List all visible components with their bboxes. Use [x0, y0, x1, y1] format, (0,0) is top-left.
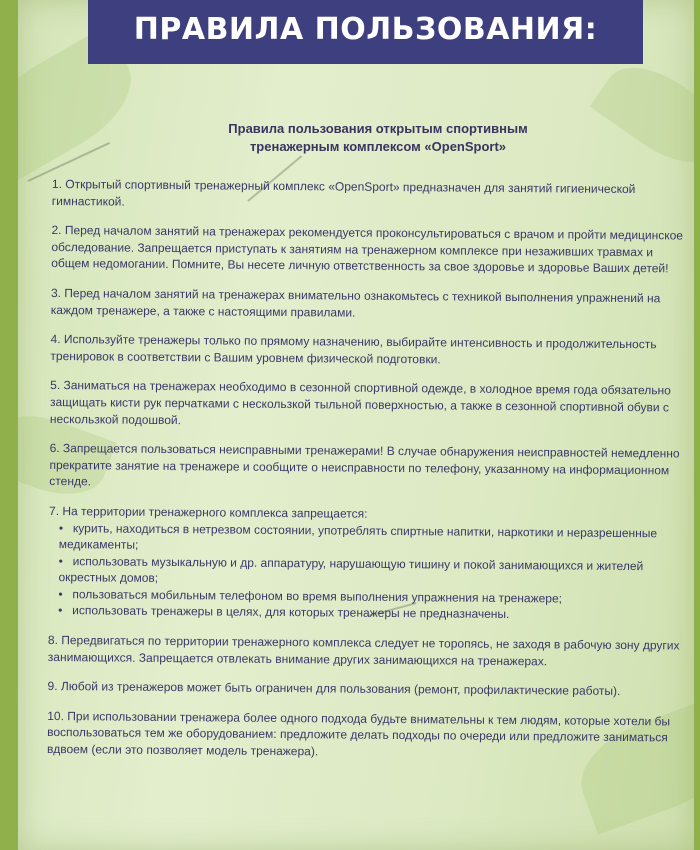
poster-subtitle — [168, 120, 588, 156]
rule-7-bullet: • использовать тренажеры в целях, для которых тренажеры не предназначены. — [58, 603, 510, 622]
rules-poster — [18, 0, 694, 850]
subtitle-line-2: тренажерным комплексом «OpenSport» — [249, 139, 507, 154]
poster-title: ПРАВИЛА ПОЛЬЗОВАНИЯ: — [88, 0, 643, 64]
rule-7-bullet: • пользоваться мобильным телефоном во время выполнения упражнения на тренажере; — [58, 586, 563, 606]
subtitle-line-1: Правила пользования открытым спортивным — [228, 121, 528, 136]
rule-item-7 — [48, 503, 689, 625]
rule-item-6: 6. Запрещается пользоваться неисправными тренажерами! В случае обнаружения неисправностей немедленно прекратите занятие на тренажере и сообщите о неисправности по телефону, указанному на информационном стенде. — [49, 441, 680, 489]
rule-item-10: 10. При использовании тренажера более одного подхода будьте внимательны к тем людям, которые хотели бы воспользоваться тем же оборудованием: предложите делать подходы по очереди или предложите заниматься вдвоем (если это позволяет модель тренажера). — [46, 708, 671, 759]
rule-7-intro: 7. На территории тренажерного комплекса запрещается: — [49, 503, 368, 521]
rule-item-8: 8. Передвигаться по территории тренажерного комплекса следует не торопясь, не заходя в рабочую зону других занимающихся. Запрещается отвлекать внимание других занимающихся на тренажерах. — [47, 633, 680, 668]
rule-7-bullet: • использовать музыкальную и др. аппаратуру, нарушающую тишину и покой занимающихся и жителей окрестных домов; — [58, 553, 644, 586]
rule-item-5: 5. Заниматься на тренажерах необходимо в сезонной спортивной одежде, в холодное время года обязательно защищать кисти рук перчатками с нескользкой тыльной поверхностью, а также в сезонной спортивной обуви с нескользкой подошвой. — [49, 378, 671, 427]
rule-item-4: 4. Используйте тренажеры только по прямому назначению, выбирайте интенсивность и продолжительность тренировок в соответствии с Вашим уровнем физической подготовки. — [50, 332, 657, 367]
rule-item-9: 9. Любой из тренажеров может быть ограничен для пользования (ремонт, профилактические работы). — [47, 679, 621, 699]
rule-item-3: 3. Перед началом занятий на тренажерах внимательно ознакомьтесь с техникой выполнения упражнений на каждом тренажере, а также с настоящими правилами. — [50, 285, 661, 320]
rule-item-1: 1. Открытый спортивный тренажерный комплекс «OpenSport» предназначен для занятий гигиенической гимнастикой. — [51, 176, 636, 209]
rule-item-2: 2. Перед началом занятий на тренажерах рекомендуется проконсультироваться с врачом и пройти медицинское обследование. Запрещается приступать к занятиям на тренажерном комплексе при незаживших травмах и общем недомогании. Помните, Вы несете личную ответственность за свое здоровье и здоровье Ваших детей! — [51, 223, 684, 276]
rule-7-bullet: • курить, находиться в нетрезвом состоянии, употреблять спиртные напитки, наркотики и неразрешенные медикаменты; — [58, 520, 658, 552]
rules-list — [47, 176, 692, 776]
